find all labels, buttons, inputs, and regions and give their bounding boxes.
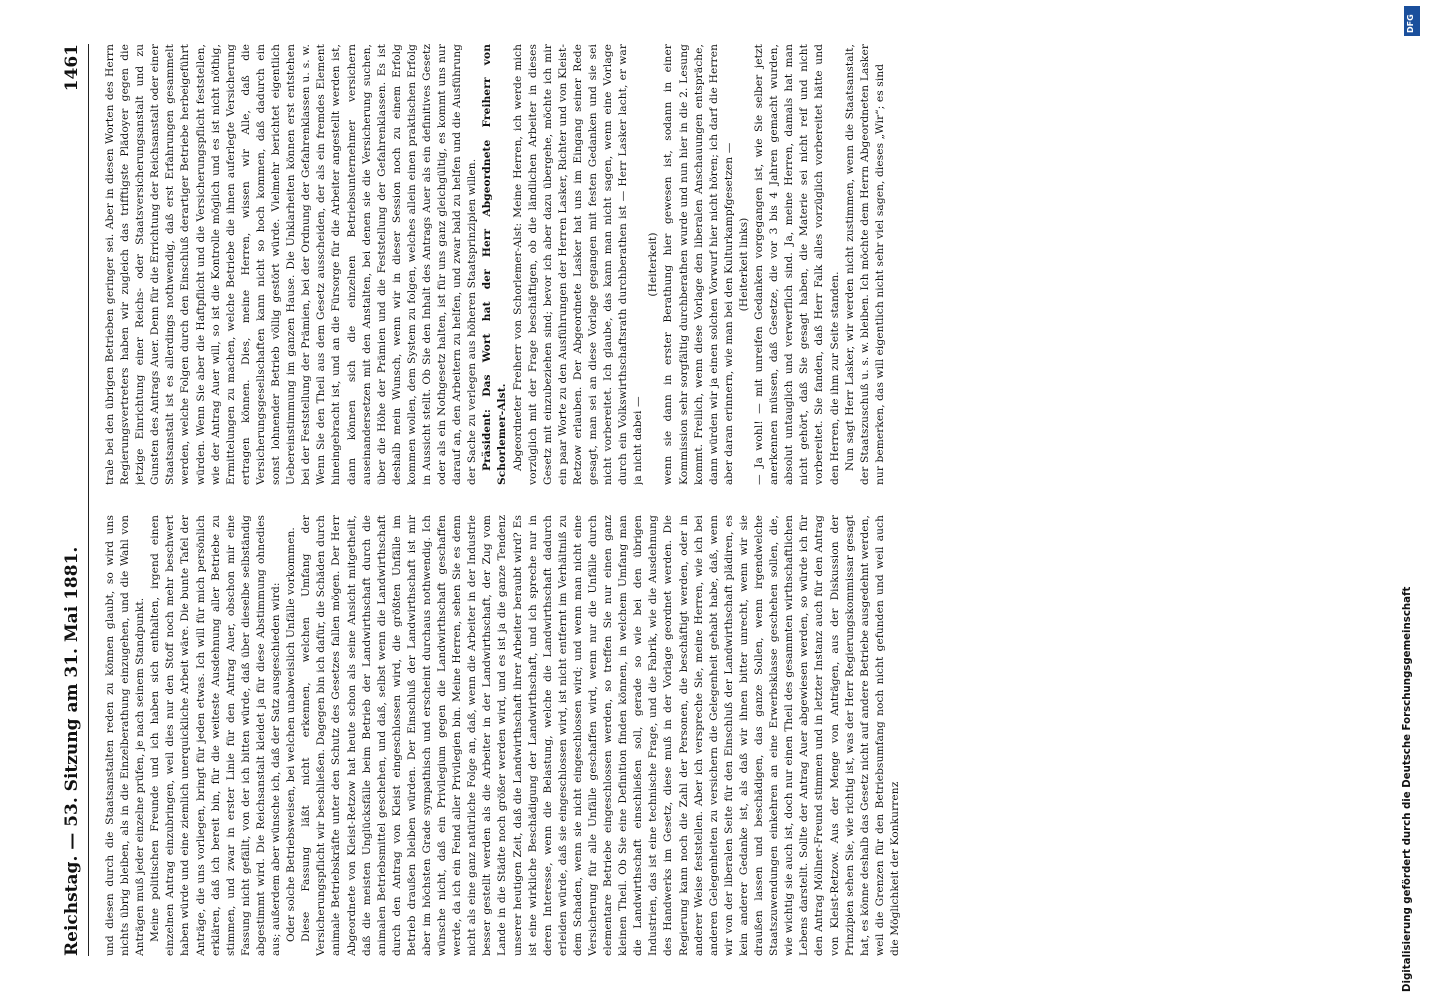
digitization-sidebar [1402,0,1424,1000]
paragraph: Diese Fassung läßt nicht erkennen, welchen Umfang der Versicherungspflicht wir beschließen. Dagegen bin ich dafür, die Schäden durch animale Betriebskräfte unter den Schutz des Gesetzes fallen mögen. Der Herr Abgeordnete von Kleist-Retzow hat heute schon als seine Ansicht mitgetheilt, daß die meisten Unglücksfälle beim Betrieb der Landwirthschaft durch die animalen Betriebsmittel geschehen, und daß, selbst wenn die Landwirthschaft durch den Antrag von Kleist eingeschlossen wird, die größten Unfälle im Betrieb draußen bleiben würden. Der Einschluß der Landwirthschaft ist mir aber im höchsten Grade sympathisch und erscheint durchaus nothwendig. Ich wünsche nicht, daß ein Privilegium gegen die Landwirthschaft geschaffen werde, da ich ein Feind aller Privilegien bin. Meine Herren, sehen Sie es denn nicht als eine ganz natürliche Folge an, daß, wenn die Arbeiter in der Industrie besser gestellt werden als die Arbeiter in der Landwirthschaft, der Zug vom Lande in die Städte noch größer werden wird, und es ist ja die ganze Tendenz unserer heutigen Zeit, daß die Landwirthschaft ihrer Arbeiter beraubt wird? Es ist eine wirkliche Beschädigung der Landwirthschaft, und ich spreche nur in deren Interesse, wenn die Belastung, welche die Landwirthschaft dadurch erleiden würde, daß sie eingeschlossen wird, ist nicht entfernt im Verhältniß zu dem Schaden, wenn sie nicht eingeschlossen wird; und wenn man nicht eine Versicherung für alle Unfälle geschaffen wird, wenn nur die Unfälle durch elementare Betriebe eingeschlossen werden, so treffen Sie nur einen ganz kleinen Theil. Ob Sie eine Definition finden können, in welchem Umfang man die Landwirthschaft einschließen soll, gerade so wie bei den übrigen Industrien, das ist eine technische Frage, und die Fabrik, wie die Ausdehnung des Handwerks im Gesetz, diese muß in der Vorlage geordnet werden. Die Regierung kann noch die Zahl der Personen, die beschäftigt werden, oder in anderer Weise feststellen. Aber ich verspreche Sie, meine Herren, wie ich bei anderen Gelegenheiten zu versichern die Gelegenheit gehabt habe, daß, wenn wir von der liberalen Seite für den Einschluß der Landwirthschaft plädiren, es kein anderer Gedanke ist, als daß wir ihnen bitter unrecht, wenn wir sie draußen lassen und beschädigen, das ganze Sollen, wenn irgendwelche Staatszuwendungen einkehren an eine Erwerbsklasse geschehen sollen, die, wie wichtig sie auch ist, doch nur einen Theil des gesammten wirthschaftlichen Lebens darstellt. Sollte der Antrag Auer abgewiesen werden, so würde ich für den Antrag Möllner-Freund stimmen und in letzter Instanz auch für den Antrag von Kleist-Retzow. Aus der Menge von Anträgen, aus der Diskussion der Prinzipien sehen Sie, wie richtig ist, was der Herr Regierungskommissar gesagt hat, es könne deshalb das Gesetz nicht auf andere Betriebe ausgedehnt werden, weil die Grenzen für den Betriebsumfang noch nicht gefunden und weil auch die Möglichkeit der Konkurrenz [300,515,901,956]
dfg-credit-text: Digitalisierung gefördert durch die Deutsche Forschungsgemeinschaft [1402,586,1413,992]
column-right [103,44,1393,485]
paragraph: und diesen durch die Staatsanstalten reden zu können glaubt, so wird uns nichts übrig bleiben, als in die Einzelberathung einzugehen, und die Wahl von Anträgen muß jeder einzelne prüfen, je nach seinem Standpunkt. [104,515,147,956]
paragraph: Meine politischen Freunde und ich haben sich enthalten, irgend einen einzelnen Antrag einzubringen, weil dies nur den Stoff noch mehr beschwert haben würde und eine ziemlich unerquickliche Arbeit wäre. Die bunte Tafel der Anträge, die uns vorliegen, bringt für jeden etwas. Ich will für mich persönlich erklären, daß ich bereit bin, für die weiteste Ausdehnung aller Betriebe zu stimmen, und zwar in erster Linie für den Antrag Auer, obschon mir eine Fassung nicht gefällt, von der ich bitten würde, daß über dieselbe selbständig abgestimmt wird. Die Reichsanstalt kleidet ja für diese Abstimmung ohnedies aus; außerdem aber wünsche ich, daß der Satz ausgeschieden wird: [149,515,283,956]
paragraph: Oder solche Betriebsweisen, bei welchen unabweislich Unfälle vorkommen. [285,527,298,942]
header-session-title: Reichstag. — 53. Sitzung am 31. Mai 1881. [62,546,82,956]
paragraph: (Heiterkeit links) [737,217,750,312]
paragraph: (Heiterkeit) [647,232,660,297]
paragraph: wenn sie dann in erster Berathung hier gewesen ist, sodann in einer Kommission sehr sorgfältig durchberathen wurde und nun hier in die 2. Lesung kommt. Freilich, wenn diese Vorlage den liberalen Anschauungen entspräche, dann würden wir ja einen solchen Vorwurf hier nicht hören; ich darf die Herren aber daran erinnern, wie man bei den Kulturkampfgesetzen — [662,44,735,485]
page-body [103,44,1393,956]
paragraph: Abgeordneter Freiherr von Schorlemer-Alst: Meine Herren, ich werde mich vorzüglich mit der Frage beschäftigen, ob die ländlichen Arbeiter in dieses Gesetz mit einzubeziehen sind; bevor ich aber dazu übergehe, möchte ich mir ein paar Worte zu den Ausführungen der Herren Lasker, Richter und von Kleist-Retzow erlauben. Der Abgeordnete Lasker hat uns im Eingang seiner Rede gesagt, man sei an diese Vorlage gegangen mit festen Gedanken und sie sei nicht vorbereitet. Ich glaube, das kann man nicht sagen, wenn eine Vorlage durch ein Volkswirthschaftsrath durchberathen ist — Herr Lasker lacht, er war ja nicht dabei — [511,44,645,485]
paragraph: Nun sagt Herr Lasker, wir werden nicht zustimmen, wenn die Staatsanstalt, der Staatszuschuß u. s. w. bleiben. Ich möchte dem Herrn Abgeordneten Lasker nur bemerken, das will eigentlich nicht sehr viel sagen, dieses „Wir“; es sind [843,44,886,485]
header-page-number: 1461 [62,44,82,92]
paragraph: Präsident: Das Wort hat der Herr Abgeordnete Freiherr von Schorlemer-Alst. [481,44,509,485]
dfg-logo-icon [1404,6,1420,36]
paragraph: — Ja wohl! — mit unreifen Gedanken vorgegangen ist, wie Sie selber jetzt anerkennen müssen, daß Gesetze, die vor 3 bis 4 Jahren gemacht wurden, absolut untauglich und verwerflich sind. Ja, meine Herren, damals hat man nicht gehört, daß Sie gesagt haben, die Materie sei nicht reif und nicht vorbereitet. Sie fanden, daß Herr Falk alles vorzüglich vorbereitet hätte und den Herren, die ihm zur Seite standen. [753,44,841,485]
column-left [103,515,1393,956]
dfg-logo-text: DFG [1406,14,1415,33]
paragraph: trale bei den übrigen Betrieben geringer sei. Aber in diesen Worten des Herrn Regierungsvertreters haben wir zugleich das trifftigste Plädoyer gegen die jetzige Einrichtung einer Reichs- oder Staatsversicherungsanstalt und zu Gunsten des Antrags Auer. Denn für die Errichtung der Reichsanstalt oder einer Staatsanstalt ist es allerdings nothwendig, daß erst Erfahrungen gesammelt werden, welche Folgen durch den Einschluß derartiger Betriebe herbeigeführt würden. Wenn Sie aber die Haftpflicht und die Versicherungspflicht feststellen, wie der Antrag Auer will, so ist die Kontrolle möglich und es ist nicht nöthig, Ermittelungen zu machen, welche Betriebe die ihnen auferlegte Versicherung ertragen können. Dies, meine Herren, wissen wir Alle, daß die Versicherungsgesellschaften kann nicht so hoch kommen, daß dadurch ein sonst lohnender Betrieb völlig gestört würde. Vielmehr berichtet eigentlich Uebereinstimmung im ganzen Hause. Die Unklarheiten können erst entstehen bei der Feststellung der Prämien, bei der Ordnung der Gefahrenklassen u. s. w. Wenn Sie den Theil aus dem Gesetz ausscheiden, der als ein fremdes Element hineingebracht ist, und an die Fürsorge für die Arbeiter angestellt werden ist, dann können sich die einzelnen Betriebsunternehmer versichern auseinandersetzen mit den Anstalten, bei denen sie die Versicherung suchen, über die Höhe der Prämien und die Feststellung der Gefahrenklassen. Es ist deshalb mein Wunsch, wenn wir in dieser Session noch zu einem Erfolg kommen wollen, dem System zu folgen, welches allein einen praktischen Erfolg in Aussicht stellt. Ob Sie den Inhalt des Antrags Auer als ein definitives Gesetz oder als ein Nothgesetz halten, ist für uns ganz gleichgültig, es kommt uns nur darauf an, den Arbeitern zu helfen, und zwar bald zu helfen und die Ausführung der Sache zu verlegen aus höheren Staatsprinzipien willen. [104,44,479,485]
page-header [58,44,89,956]
